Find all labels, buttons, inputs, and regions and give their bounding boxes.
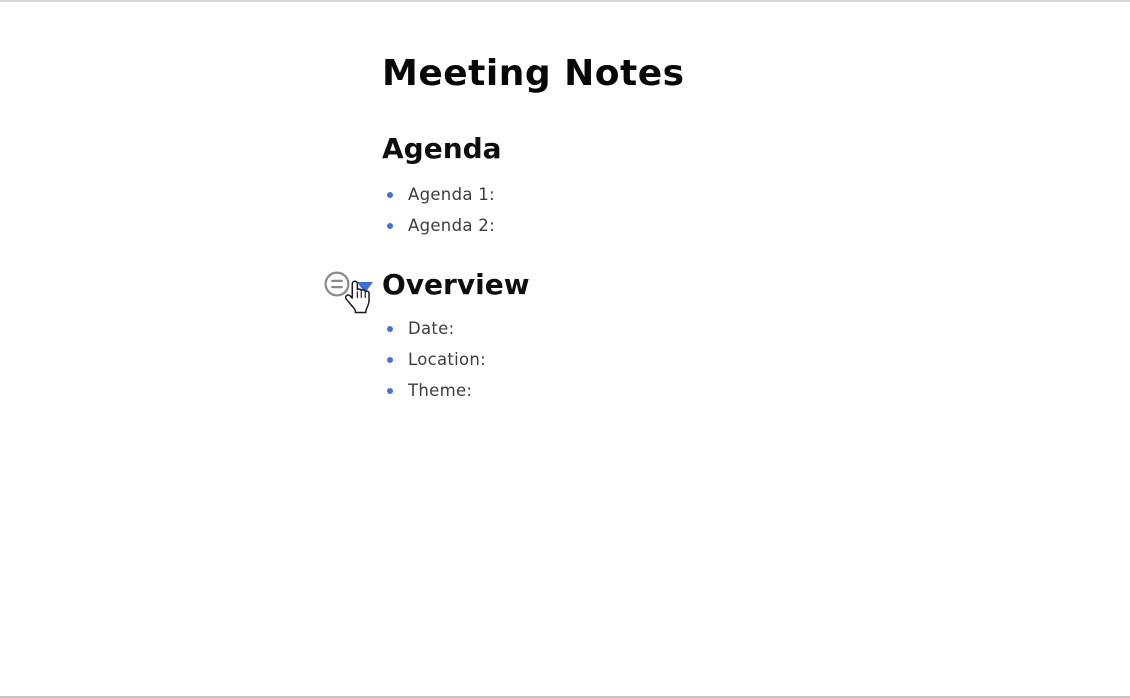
overview-list xyxy=(382,313,486,406)
bullet-dot-icon xyxy=(387,357,393,363)
bullet-dot-icon xyxy=(387,223,393,229)
list-item-text: Date: xyxy=(408,319,455,338)
list-item[interactable] xyxy=(382,210,495,241)
agenda-list xyxy=(382,179,495,241)
list-item[interactable] xyxy=(382,344,486,375)
list-item[interactable] xyxy=(382,375,486,406)
heading-agenda[interactable]: Agenda xyxy=(382,132,502,165)
bullet-dot-icon xyxy=(387,388,393,394)
list-item-text: Location: xyxy=(408,350,487,369)
list-item-text: Theme: xyxy=(408,381,473,400)
block-menu-icon[interactable] xyxy=(324,271,350,297)
list-item[interactable] xyxy=(382,313,486,344)
list-item-text: Agenda 2: xyxy=(408,216,495,235)
heading-overview[interactable]: Overview xyxy=(382,268,530,301)
doc-title[interactable]: Meeting Notes xyxy=(382,53,685,94)
bullet-dot-icon xyxy=(387,326,393,332)
list-item[interactable] xyxy=(382,179,495,210)
window-top-edge xyxy=(0,0,1130,2)
bullet-dot-icon xyxy=(387,192,393,198)
collapse-heading-icon[interactable] xyxy=(357,282,373,293)
list-item-text: Agenda 1: xyxy=(408,185,495,204)
